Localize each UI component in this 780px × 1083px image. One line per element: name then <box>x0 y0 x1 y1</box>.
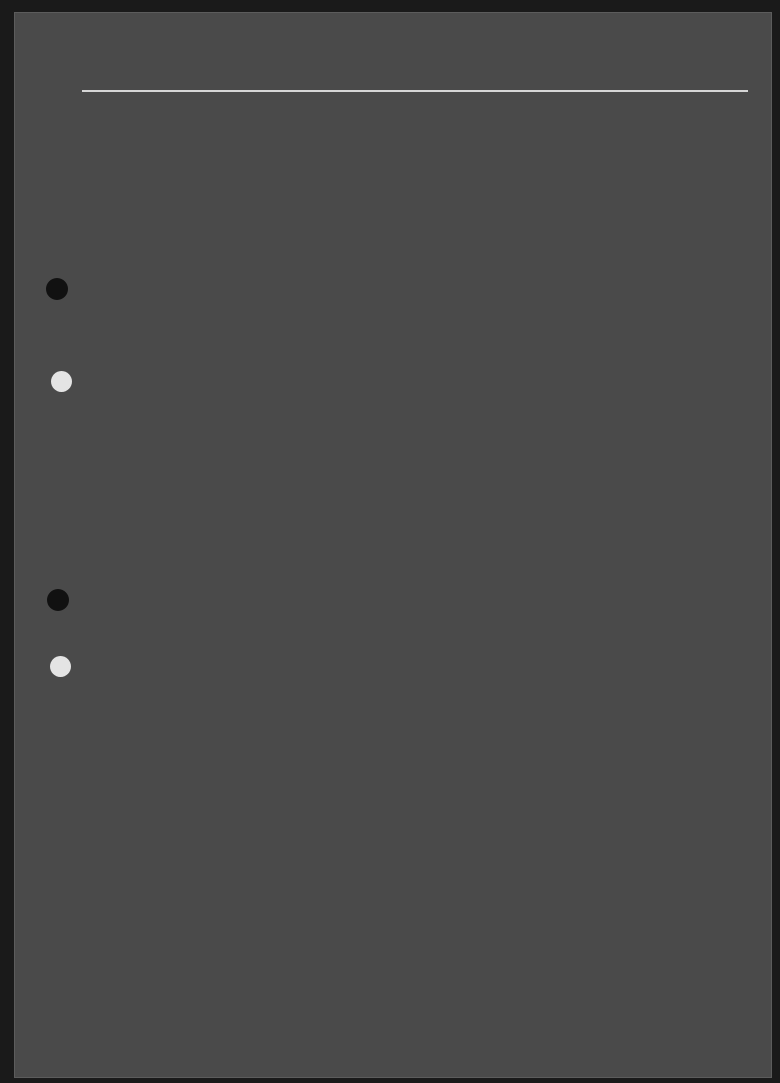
punch-hole-icon <box>50 656 71 677</box>
form-sheet <box>14 12 772 1078</box>
punch-hole-icon <box>46 278 68 300</box>
punch-hole-icon <box>47 589 69 611</box>
header-rule <box>82 90 748 92</box>
punch-hole-icon <box>51 371 72 392</box>
